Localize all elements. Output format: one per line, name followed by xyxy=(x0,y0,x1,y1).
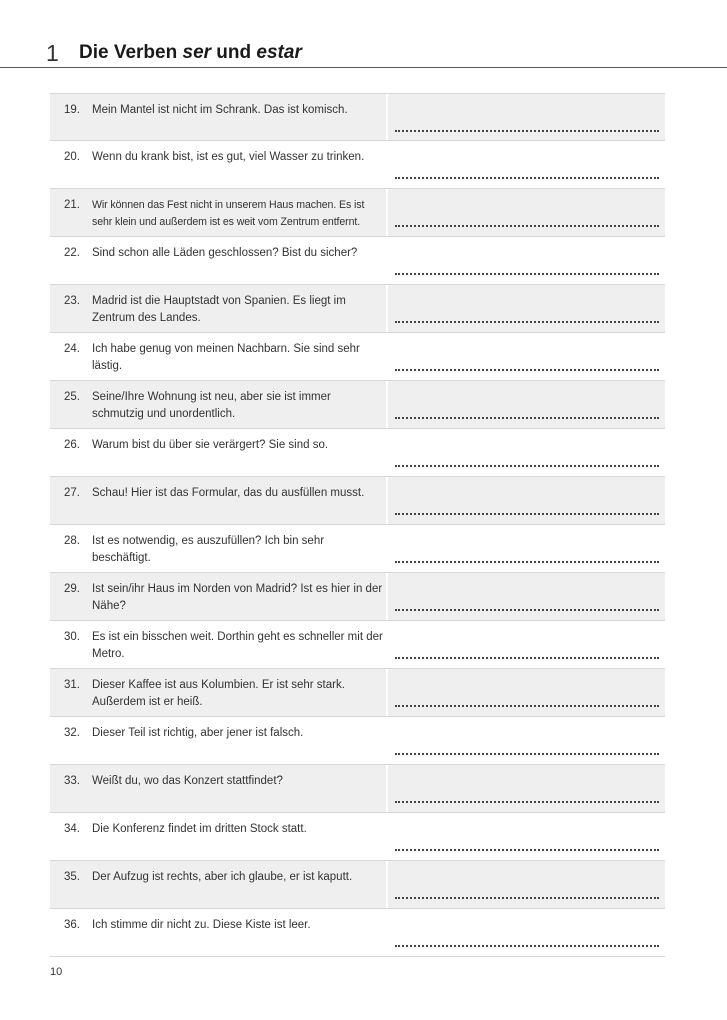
answer-dotted-line xyxy=(395,945,659,947)
answer-input-19[interactable] xyxy=(395,98,663,130)
exercise-sentence: Wenn du krank bist, ist es gut, viel Wasser zu trinken. xyxy=(92,151,365,163)
exercise-number: 36. xyxy=(64,919,80,931)
column-divider xyxy=(386,909,388,956)
answer-input-20[interactable] xyxy=(395,145,663,177)
answer-dotted-line xyxy=(395,369,659,371)
answer-input-27[interactable] xyxy=(395,481,663,513)
answer-dotted-line xyxy=(395,705,659,707)
exercise-number: 35. xyxy=(64,871,80,883)
exercise-number: 27. xyxy=(64,487,80,499)
exercise-sentence: Sind schon alle Läden geschlossen? Bist du sicher? xyxy=(92,247,358,259)
exercise-row-20 xyxy=(50,141,665,189)
exercise-number: 22. xyxy=(64,247,80,259)
exercise-number: 25. xyxy=(64,391,80,403)
exercise-row-35 xyxy=(50,861,665,909)
exercise-row-31 xyxy=(50,669,665,717)
column-divider xyxy=(386,717,388,764)
answer-input-33[interactable] xyxy=(395,769,663,801)
answer-input-25[interactable] xyxy=(395,385,663,417)
exercise-row-36 xyxy=(50,909,665,957)
exercise-number: 26. xyxy=(64,439,80,451)
column-divider xyxy=(386,285,388,332)
column-divider xyxy=(386,813,388,860)
exercise-number: 20. xyxy=(64,151,80,163)
exercise-number: 30. xyxy=(64,631,80,643)
exercise-row-25 xyxy=(50,381,665,429)
answer-dotted-line xyxy=(395,417,659,419)
answer-dotted-line xyxy=(395,465,659,467)
answer-dotted-line xyxy=(395,130,659,132)
column-divider xyxy=(386,381,388,428)
column-divider xyxy=(386,669,388,716)
answer-input-31[interactable] xyxy=(395,673,663,705)
answer-input-36[interactable] xyxy=(395,913,663,945)
exercise-number: 32. xyxy=(64,727,80,739)
answer-dotted-line xyxy=(395,321,659,323)
answer-input-34[interactable] xyxy=(395,817,663,849)
exercise-number: 28. xyxy=(64,535,80,547)
header-divider xyxy=(0,67,727,68)
answer-input-29[interactable] xyxy=(395,577,663,609)
page-header xyxy=(0,0,727,69)
page-number: 10 xyxy=(50,966,63,978)
exercise-number: 21. xyxy=(64,199,80,211)
exercise-sentence: Ich stimme dir nicht zu. Diese Kiste ist leer. xyxy=(92,919,311,931)
exercise-sentence: Dieser Kaffee ist aus Kolumbien. Er ist sehr stark. Außerdem ist er heiß. xyxy=(92,679,345,708)
answer-input-23[interactable] xyxy=(395,289,663,321)
chapter-title-ser: ser xyxy=(182,42,212,63)
answer-input-21[interactable] xyxy=(395,193,663,225)
exercise-row-26 xyxy=(50,429,665,477)
exercise-sentence: Ist sein/ihr Haus im Norden von Madrid? Ist es hier in der Nähe? xyxy=(92,583,383,612)
answer-dotted-line xyxy=(395,849,659,851)
chapter-title-estar: estar xyxy=(256,42,302,63)
column-divider xyxy=(386,861,388,908)
answer-input-26[interactable] xyxy=(395,433,663,465)
answer-dotted-line xyxy=(395,177,659,179)
answer-dotted-line xyxy=(395,513,659,515)
exercise-number: 34. xyxy=(64,823,80,835)
exercise-sentence: Es ist ein bisschen weit. Dorthin geht es schneller mit der Metro. xyxy=(92,631,383,660)
answer-dotted-line xyxy=(395,801,659,803)
chapter-title-middle: und xyxy=(211,42,257,63)
exercise-row-27 xyxy=(50,477,665,525)
column-divider xyxy=(386,429,388,476)
column-divider xyxy=(386,333,388,380)
exercise-row-33 xyxy=(50,765,665,813)
column-divider xyxy=(386,621,388,668)
exercise-row-22 xyxy=(50,237,665,285)
exercise-row-28 xyxy=(50,525,665,573)
answer-dotted-line xyxy=(395,273,659,275)
exercise-number: 29. xyxy=(64,583,80,595)
exercise-row-24 xyxy=(50,333,665,381)
column-divider xyxy=(386,573,388,620)
exercise-sentence: Mein Mantel ist nicht im Schrank. Das ist komisch. xyxy=(92,104,348,116)
answer-input-35[interactable] xyxy=(395,865,663,897)
exercise-sentence: Schau! Hier ist das Formular, das du ausfüllen musst. xyxy=(92,487,365,499)
exercise-row-19 xyxy=(50,93,665,141)
answer-dotted-line xyxy=(395,753,659,755)
exercise-sentence: Ich habe genug von meinen Nachbarn. Sie sind sehr lästig. xyxy=(92,343,360,372)
exercise-sentence: Warum bist du über sie verärgert? Sie sind so. xyxy=(92,439,329,451)
exercise-sentence: Der Aufzug ist rechts, aber ich glaube, er ist kaputt. xyxy=(92,871,353,883)
exercise-number: 19. xyxy=(64,104,80,116)
column-divider xyxy=(386,477,388,524)
column-divider xyxy=(386,525,388,572)
exercise-number: 23. xyxy=(64,295,80,307)
exercise-sentence: Weißt du, wo das Konzert stattfindet? xyxy=(92,775,283,787)
exercise-number: 24. xyxy=(64,343,80,355)
answer-input-32[interactable] xyxy=(395,721,663,753)
column-divider xyxy=(386,189,388,236)
exercise-table xyxy=(50,93,665,957)
answer-dotted-line xyxy=(395,657,659,659)
answer-dotted-line xyxy=(395,609,659,611)
column-divider xyxy=(386,237,388,284)
exercise-sentence: Dieser Teil ist richtig, aber jener ist falsch. xyxy=(92,727,304,739)
column-divider xyxy=(386,94,388,140)
exercise-row-23 xyxy=(50,285,665,333)
exercise-sentence: Seine/Ihre Wohnung ist neu, aber sie ist immer schmutzig und unordentlich. xyxy=(92,391,331,420)
answer-dotted-line xyxy=(395,897,659,899)
exercise-row-21 xyxy=(50,189,665,237)
answer-input-24[interactable] xyxy=(395,337,663,369)
chapter-title xyxy=(79,38,302,68)
exercise-row-29 xyxy=(50,573,665,621)
column-divider xyxy=(386,141,388,188)
exercise-sentence: Wir können das Fest nicht in unserem Haus machen. Es ist sehr klein und außerdem ist es weit vom Zentrum entfernt. xyxy=(92,199,365,228)
exercise-row-32 xyxy=(50,717,665,765)
answer-dotted-line xyxy=(395,561,659,563)
exercise-row-30 xyxy=(50,621,665,669)
exercise-sentence: Ist es notwendig, es auszufüllen? Ich bin sehr beschäftigt. xyxy=(92,535,325,564)
chapter-title-prefix: Die Verben xyxy=(79,42,183,63)
answer-input-28[interactable] xyxy=(395,529,663,561)
column-divider xyxy=(386,765,388,812)
chapter-number: 1 xyxy=(46,40,59,66)
exercise-number: 31. xyxy=(64,679,80,691)
exercise-sentence: Madrid ist die Hauptstadt von Spanien. Es liegt im Zentrum des Landes. xyxy=(92,295,346,324)
exercise-sentence: Die Konferenz findet im dritten Stock statt. xyxy=(92,823,307,835)
answer-input-30[interactable] xyxy=(395,625,663,657)
answer-dotted-line xyxy=(395,225,659,227)
exercise-number: 33. xyxy=(64,775,80,787)
exercise-row-34 xyxy=(50,813,665,861)
answer-input-22[interactable] xyxy=(395,241,663,273)
